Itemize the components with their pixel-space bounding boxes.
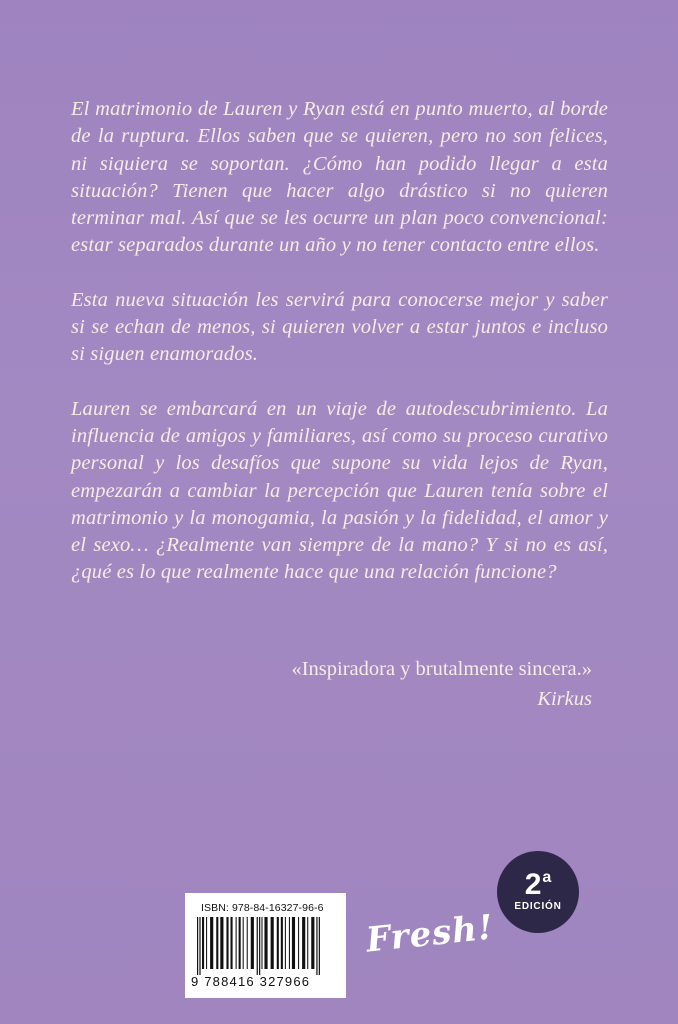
edition-label: EDICIÓN — [514, 901, 562, 912]
review-quote — [280, 654, 592, 714]
isbn-text: ISBN: 978-84-16327-96-6 — [201, 902, 324, 914]
review-quote-source: Kirkus — [537, 688, 592, 710]
synopsis — [71, 96, 608, 614]
edition-badge — [497, 851, 579, 933]
edition-number: 2$^a$ — [524, 868, 552, 901]
synopsis-paragraph-3: Lauren se embarcará en un viaje de autodescubrimiento. La influencia de amigos y familiares, así como su proceso curativo personal y los desafíos que supone su vida lejos de Ryan, empezarán a cambiar la percepción que Lauren tenía sobre el matrimonio y la monogamia, la pasión y la fidelidad, el amor y el sexo… ¿Realmente van siempre de la mano? Y si no es así, ¿qué es lo que realmente hace que una relación funcione? — [71, 397, 608, 584]
synopsis-paragraph-2: Esta nueva situación les servirá para conocerse mejor y saber si se echan de menos, si quieren volver a estar juntos e incluso si siguen enamorados. — [71, 288, 608, 366]
review-quote-text: «Inspiradora y brutalmente sincera.» — [291, 658, 592, 680]
synopsis-paragraph-1: El matrimonio de Lauren y Ryan está en punto muerto, al borde de la ruptura. Ellos saben que se quieren, pero no son felices, ni siquiera se soportan. ¿Cómo han podido llegar a esta situación? Tienen que hacer algo drástico si no quieren terminar mal. Así que se les ocurre un plan poco convencional: estar separados durante un año y no tener contacto entre ellos. — [71, 98, 608, 257]
barcode-digits: 9 788416 327966 — [191, 974, 311, 989]
barcode-panel — [185, 893, 346, 998]
barcode-icon — [195, 917, 339, 975]
publisher-logo: Fresh! — [364, 907, 496, 961]
